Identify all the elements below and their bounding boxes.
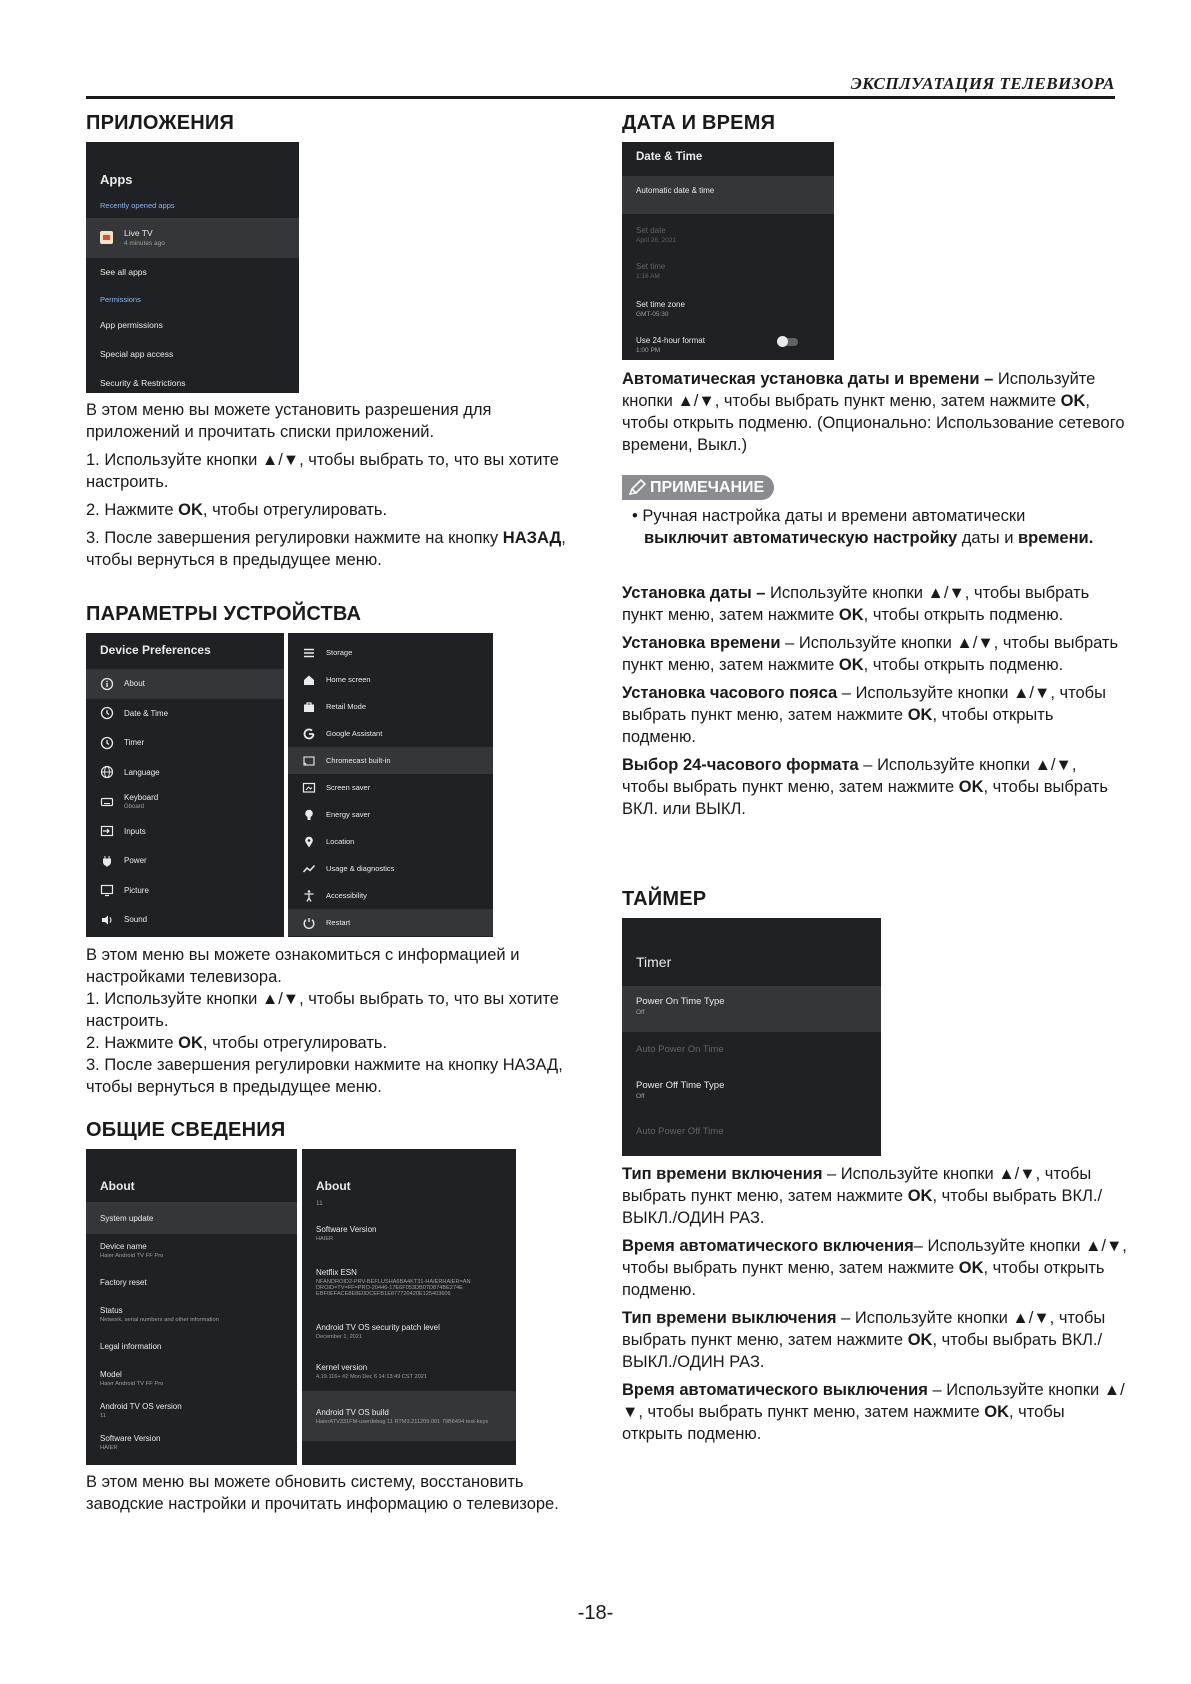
datetime-screen-title: Date & Time	[636, 151, 703, 163]
apps-special-access-row[interactable]: Special app access	[100, 349, 174, 359]
device-menu-item[interactable]	[288, 855, 493, 882]
device-menu-item-label: Chromecast built-in	[326, 756, 391, 765]
about-menu-item[interactable]	[86, 1426, 297, 1458]
live-tv-icon	[100, 231, 113, 244]
device-menu-item[interactable]	[288, 828, 493, 855]
about-menu-item-label: Legal information	[100, 1341, 162, 1351]
about-info-item-sub: HAIER	[316, 1235, 334, 1242]
apps-live-tv-row[interactable]	[86, 218, 299, 258]
about-left-list	[86, 1202, 297, 1458]
accessibility-icon	[302, 889, 316, 903]
device-menu-item[interactable]	[86, 758, 284, 788]
device-menu-item[interactable]	[288, 666, 493, 693]
datetime-24h-row[interactable]: Use 24-hour format 1:00 PM	[622, 328, 834, 358]
device-menu-item[interactable]	[86, 728, 284, 758]
about-menu-item-label: Software Version	[100, 1433, 161, 1443]
device-menu-item[interactable]	[288, 882, 493, 909]
trend-icon	[302, 862, 316, 876]
timer-screen-title: Timer	[636, 954, 672, 970]
timer-icon	[100, 736, 114, 750]
toggle-switch-icon[interactable]	[778, 338, 798, 346]
about-info-item[interactable]	[302, 1253, 516, 1311]
device-menu-item-label: Usage & diagnostics	[326, 864, 395, 873]
timer-off-type-row[interactable]: Power Off Time Type Off	[636, 1080, 725, 1100]
about-info-item-sub: 4.19.116+ #2 Mon Dec 6 14:13:49 CST 2021	[316, 1373, 427, 1380]
about-menu-item[interactable]	[86, 1362, 297, 1394]
apps-cat-permissions: Permissions	[100, 295, 141, 304]
about-menu-item-label: System update	[100, 1213, 154, 1223]
device-menu-item[interactable]	[86, 817, 284, 847]
about-info-item-label: Netflix ESN	[316, 1267, 357, 1277]
device-menu-item[interactable]	[288, 801, 493, 828]
device-menu-item-label: Accessibility	[326, 891, 367, 900]
about-left-title: About	[100, 1179, 135, 1193]
header-rule	[86, 96, 1115, 99]
timer-on-type-desc: Тип времени включения – Используйте кнопки ▲/▼, чтобы выбрать пункт меню, затем нажмите OK, чтобы выбрать ВКЛ./ВЫКЛ./ОДИН РАЗ.	[622, 1165, 1103, 1227]
about-menu-item-sub: Haier Android TV FF Pro	[100, 1380, 164, 1387]
location-icon	[302, 835, 316, 849]
datetime-auto-text: Автоматическая установка даты и времени – Используйте кнопки ▲/▼, чтобы выбрать пункт меню, затем нажмите OK, чтобы открыть подменю. (Опционально: Использование сетевого времени, Выкл.)	[622, 370, 1125, 454]
apps-intro: В этом меню вы можете установить разрешения для приложений и прочитать списки приложений.	[86, 401, 492, 441]
apps-security-row[interactable]: Security & Restrictions	[100, 378, 186, 388]
timer-auto-on-row: Auto Power On Time	[636, 1044, 724, 1055]
device-menu-item-label: Storage	[326, 648, 353, 657]
tv-icon	[100, 883, 114, 897]
about-menu-item[interactable]	[86, 1394, 297, 1426]
device-right-list	[288, 633, 493, 936]
datetime-set-time-row: Set time 1:16 AM	[636, 262, 666, 280]
device-menu-item[interactable]	[86, 787, 284, 817]
device-screen-title: Device Preferences	[100, 643, 211, 657]
keyboard-icon	[100, 795, 114, 809]
datetime-set-date-desc: Установка даты – Используйте кнопки ▲/▼, чтобы выбрать пункт меню, затем нажмите OK, чтобы открыть подменю.	[622, 584, 1090, 624]
datetime-set-date-row: Set date April 26, 2021	[636, 226, 677, 244]
timer-screenshot	[622, 918, 881, 1156]
page-number: -18-	[577, 1602, 614, 1624]
datetime-set-time-desc: Установка времени – Используйте кнопки ▲/▼, чтобы выбрать пункт меню, затем нажмите OK, чтобы открыть подменю.	[622, 634, 1119, 674]
device-menu-item[interactable]	[288, 747, 493, 774]
about-menu-item[interactable]	[86, 1298, 297, 1330]
device-menu-item-sub: Gboard	[124, 804, 145, 811]
about-menu-item-sub: 11	[100, 1412, 107, 1419]
datetime-screenshot	[622, 142, 834, 360]
device-menu-item[interactable]	[86, 905, 284, 935]
about-right-top-sub: 11	[316, 1200, 323, 1207]
device-menu-item-label: Retail Mode	[326, 702, 367, 711]
about-info-item-sub: December 1, 2021	[316, 1333, 363, 1340]
apps-step1: 1. Используйте кнопки ▲/▼, чтобы выбрать то, что вы хотите настроить.	[86, 451, 559, 491]
device-section-title: ПАРАМЕТРЫ УСТРОЙСТВА	[86, 603, 362, 625]
timer-off-type-desc: Тип времени выключения – Используйте кнопки ▲/▼, чтобы выбрать пункт меню, затем нажмите OK, чтобы выбрать ВКЛ./ВЫКЛ./ОДИН РАЗ.	[622, 1309, 1106, 1371]
about-info-item[interactable]	[302, 1391, 516, 1441]
timer-section-title: ТАЙМЕР	[622, 888, 707, 910]
apps-permissions-row[interactable]: App permissions	[100, 320, 163, 330]
device-menu-item-label: Date & Time	[124, 708, 169, 718]
device-menu-item[interactable]	[288, 639, 493, 666]
about-info-item[interactable]	[302, 1213, 516, 1253]
storage-icon	[302, 646, 316, 660]
bulb-icon	[302, 808, 316, 822]
about-intro: В этом меню вы можете обновить систему, восстановить заводские настройки и прочитать информацию о телевизоре.	[86, 1473, 559, 1513]
device-menu-item-label: Google Assistant	[326, 729, 383, 738]
about-info-item[interactable]	[302, 1311, 516, 1351]
apps-see-all-row[interactable]: See all apps	[100, 267, 147, 277]
datetime-section-title: ДАТА И ВРЕМЯ	[622, 112, 776, 134]
apps-screen-title: Apps	[100, 172, 133, 187]
about-menu-item[interactable]	[86, 1330, 297, 1362]
device-menu-item-label: Restart	[326, 918, 351, 927]
apps-screenshot	[86, 142, 299, 393]
about-right-list	[302, 1213, 516, 1441]
device-menu-item-label: Inputs	[124, 826, 146, 836]
running-header: ЭКСПЛУАТАЦИЯ ТЕЛЕВИЗОРА	[850, 74, 1115, 93]
clock-icon	[100, 706, 114, 720]
about-info-item-label: Android TV OS build	[316, 1407, 389, 1417]
device-menu-item-label: Sound	[124, 915, 148, 925]
about-info-item[interactable]	[302, 1351, 516, 1391]
apps-live-tv-label: Live TV	[124, 228, 153, 238]
about-info-item-sub: HaierATV331FM-userdebug 11 RTM3.211209.001 79B6494 test-keys	[316, 1418, 489, 1425]
note-label: ПРИМЕЧАНИЕ	[650, 479, 765, 496]
device-intro: В этом меню вы можете ознакомиться с информацией и настройками телевизора.	[86, 946, 520, 986]
home-icon	[302, 673, 316, 687]
device-menu-item[interactable]	[86, 876, 284, 906]
device-menu-item-label: Energy saver	[326, 810, 371, 819]
pencil-icon	[628, 479, 646, 505]
about-menu-item-label: Android TV OS version	[100, 1401, 182, 1411]
about-menu-item-sub: Haier Android TV FF Pro	[100, 1252, 164, 1259]
timer-auto-off-row: Auto Power Off Time	[636, 1126, 724, 1137]
device-menu-item-label: Picture	[124, 885, 149, 895]
about-menu-item[interactable]	[86, 1234, 297, 1266]
device-text	[86, 944, 576, 1098]
device-menu-item-label: Power	[124, 856, 147, 866]
datetime-note-text: • Ручная настройка даты и времени автоматически выключит автоматическую настройку даты и времени.	[632, 507, 1094, 547]
about-menu-item-sub: HAIER	[100, 1444, 118, 1451]
about-menu-item[interactable]	[86, 1202, 297, 1234]
apps-cat-recent: Recently opened apps	[100, 201, 175, 210]
cast-icon	[302, 754, 316, 768]
apps-step3: 3. После завершения регулировки нажмите на кнопку НАЗАД, чтобы вернуться в предыдущее меню.	[86, 529, 566, 569]
device-menu-item[interactable]	[288, 774, 493, 801]
device-step1: 1. Используйте кнопки ▲/▼, чтобы выбрать то, что вы хотите настроить.	[86, 990, 559, 1030]
device-menu-item[interactable]	[288, 693, 493, 720]
about-menu-item-sub: Network, serial numbers and other information	[100, 1316, 219, 1323]
timer-text	[622, 1163, 1127, 1451]
device-menu-item-label: Location	[326, 837, 355, 846]
about-section-title: ОБЩИЕ СВЕДЕНИЯ	[86, 1119, 286, 1141]
datetime-set-zone-row[interactable]: Set time zone GMT-05:30	[636, 300, 685, 318]
restart-icon	[302, 916, 316, 930]
about-menu-item[interactable]	[86, 1266, 297, 1298]
about-info-item-label: Android TV OS security patch level	[316, 1322, 440, 1332]
info-icon	[100, 677, 114, 691]
device-menu-item[interactable]	[86, 846, 284, 876]
timer-on-type-row[interactable]: Power On Time Type Off	[622, 986, 881, 1032]
device-right-screenshot	[288, 633, 493, 937]
timer-auto-on-desc: Время автоматического включения– Используйте кнопки ▲/▼, чтобы выбрать пункт меню, затем нажмите OK, чтобы открыть подменю.	[622, 1237, 1127, 1299]
device-menu-item[interactable]	[288, 909, 493, 936]
about-info-item-label: Kernel version	[316, 1362, 368, 1372]
device-menu-item-label: Language	[124, 767, 160, 777]
device-menu-item-label: Timer	[124, 738, 145, 748]
about-right-screenshot	[302, 1149, 516, 1465]
datetime-24h-desc: Выбор 24-часового формата – Используйте кнопки ▲/▼, чтобы выбрать пункт меню, затем нажмите OK, чтобы выбрать ВКЛ. или ВЫКЛ.	[622, 756, 1108, 818]
screen-saver-icon	[302, 781, 316, 795]
device-step3: 3. После завершения регулировки нажмите на кнопку НАЗАД, чтобы вернуться в предыдущее меню.	[86, 1056, 563, 1096]
about-menu-item-label: Device name	[100, 1241, 147, 1251]
speaker-icon	[100, 913, 114, 927]
timer-auto-off-desc: Время автоматического выключения – Используйте кнопки ▲/▼, чтобы выбрать пункт меню, затем нажмите OK, чтобы открыть подменю.	[622, 1381, 1125, 1443]
device-menu-item-label: Home screen	[326, 675, 371, 684]
apps-text	[86, 399, 576, 577]
about-right-title: About	[316, 1179, 351, 1193]
datetime-auto-row[interactable]: Automatic date & time	[622, 176, 834, 214]
about-text	[86, 1471, 576, 1521]
about-menu-item-label: Model	[100, 1369, 122, 1379]
device-menu-item[interactable]	[86, 669, 284, 699]
google-icon	[302, 727, 316, 741]
device-left-list	[86, 669, 284, 935]
device-step2: 2. Нажмите OK, чтобы отрегулировать.	[86, 1034, 388, 1052]
plug-icon	[100, 854, 114, 868]
about-menu-item-label: Status	[100, 1305, 123, 1315]
about-menu-item-label: Factory reset	[100, 1277, 147, 1287]
device-left-screenshot	[86, 633, 284, 937]
apps-step2: 2. Нажмите OK, чтобы отрегулировать.	[86, 501, 388, 519]
device-menu-item[interactable]	[86, 699, 284, 729]
apps-live-tv-sub: 4 minutes ago	[124, 240, 165, 247]
note-badge	[622, 475, 774, 500]
device-menu-item-label: Keyboard	[124, 793, 159, 803]
datetime-set-zone-desc: Установка часового пояса – Используйте кнопки ▲/▼, чтобы выбрать пункт меню, затем нажмите OK, чтобы открыть подменю.	[622, 684, 1106, 746]
device-menu-item-label: Screen saver	[326, 783, 371, 792]
device-menu-item-label: About	[124, 679, 145, 689]
device-menu-item[interactable]	[288, 720, 493, 747]
globe-icon	[100, 765, 114, 779]
about-info-item-sub: NFANDROID2-PRV-BEFLUSHA6BA4KT31-HAIERHAIER=AN DROID=TV=FF=PRO-20446-17E6F053DB07D874BE274E EBF0EFACE8E8E0DCEFB1E877720420E125403606	[316, 1278, 471, 1297]
about-info-item-label: Software Version	[316, 1224, 377, 1234]
datetime-items-text	[622, 582, 1127, 826]
input-icon	[100, 824, 114, 838]
about-left-screenshot	[86, 1149, 297, 1465]
apps-section-title: ПРИЛОЖЕНИЯ	[86, 112, 235, 134]
briefcase-icon	[302, 700, 316, 714]
